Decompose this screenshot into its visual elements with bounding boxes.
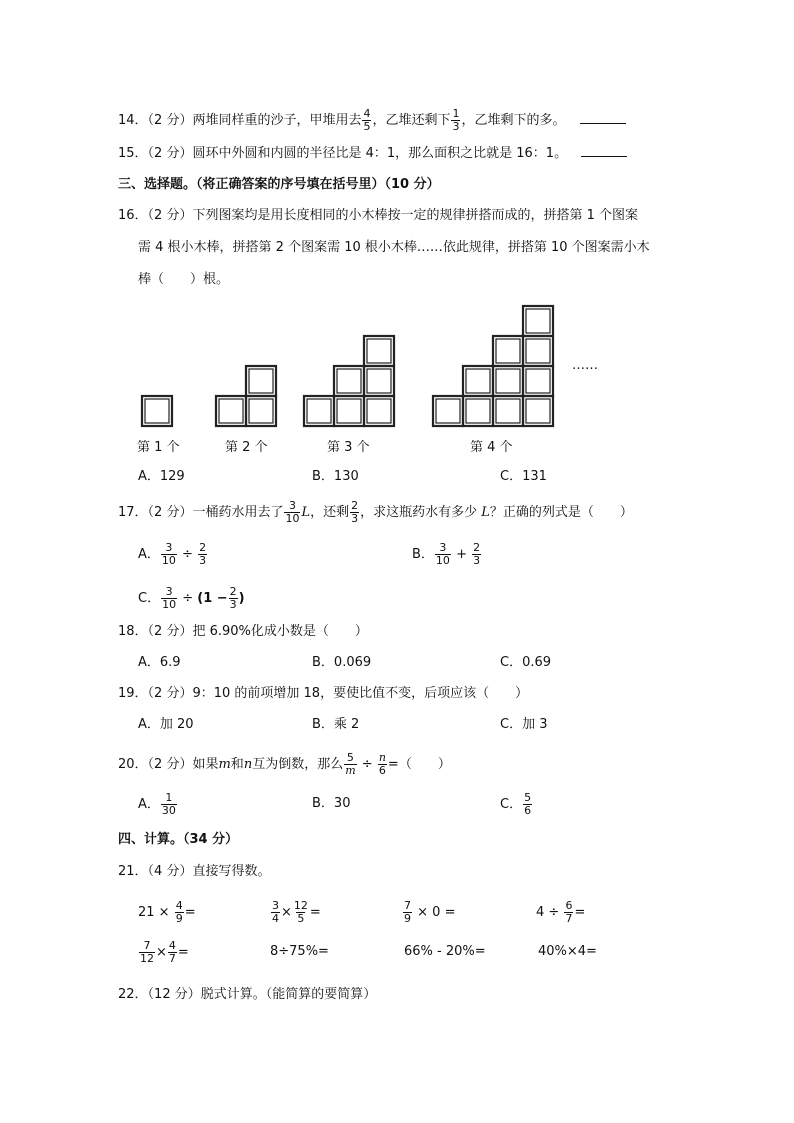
expression-1: 21 × $\frac{4}{9}$ = [138, 899, 196, 925]
option-a[interactable]: A． $\frac{3}{10}$ ÷ $\frac{2}{3}$ [138, 541, 207, 567]
option-c[interactable]: C．131 [500, 469, 547, 484]
option-c[interactable]: C．加 3 [500, 717, 548, 732]
option-b[interactable]: B．130 [312, 469, 359, 484]
option-a[interactable]: A．129 [138, 469, 185, 484]
expression-3: $\frac{7}{9}$ × 0 = [404, 899, 456, 925]
option-b[interactable]: B．30 [312, 796, 351, 811]
question-16-line2: 需 4 根小木棒，拼搭第 2 个图案需 10 根小木棒……依此规律，拼搭第 10 个图案需小木 [138, 240, 650, 255]
stick-square [142, 396, 172, 426]
expression-5: $\frac{7}{12}$ × $\frac{4}{7}$ = [140, 939, 189, 965]
figure-label-3: 第 3 个 [327, 440, 370, 455]
question-16-line3: 棒（ ）根。 [138, 272, 230, 287]
option-a[interactable]: A． $\frac{1}{30}$ [138, 791, 176, 817]
expression-6: 8÷75%= [270, 944, 329, 959]
answer-blank[interactable] [581, 144, 627, 157]
option-c[interactable]: C． $\frac{3}{10}$ ÷ (1 − $\frac{2}{3}$ ) [138, 585, 245, 611]
stick-pattern-figure [130, 295, 770, 435]
question-20: 20．（2 分）如果m和n互为倒数，那么 $\frac{5}{m}$ ÷ $\frac{n}{6}$ =（ ） [118, 751, 451, 777]
question-21: 21．（4 分）直接写得数。 [118, 864, 271, 879]
figure-label-2: 第 2 个 [225, 440, 268, 455]
question-17: 17．（2 分）一桶药水用去了 $\frac{3}{10}$ L，还剩 $\frac{2}{3}$ ，求这瓶药水有多少 L？正确的列式是（ ） [118, 499, 633, 525]
option-b[interactable]: B．0.069 [312, 655, 372, 670]
expression-8: 40%×4= [538, 944, 597, 959]
figure-label-4: 第 4 个 [470, 440, 513, 455]
question-18: 18．（2 分）把 6.90%化成小数是（ ） [118, 624, 368, 639]
answer-blank[interactable] [580, 111, 626, 124]
figure-label-1: 第 1 个 [137, 440, 180, 455]
option-b[interactable]: B． $\frac{3}{10}$ + $\frac{2}{3}$ [412, 541, 481, 567]
expression-2: $\frac{3}{4}$ × $\frac{12}{5}$ = [272, 899, 321, 925]
option-a[interactable]: A．加 20 [138, 717, 194, 732]
option-c[interactable]: C． $\frac{5}{6}$ [500, 791, 532, 817]
question-15: 15．（2 分）圆环中外圆和内圆的半径比是 4：1，那么面积之比就是 16：1。 [118, 144, 627, 164]
section-3-heading: 三、选择题。（将正确答案的序号填在括号里）（10 分） [118, 177, 440, 192]
expression-7: 66% - 20%= [404, 944, 486, 959]
option-c[interactable]: C．0.69 [500, 655, 552, 670]
question-19: 19．（2 分）9：10 的前项增加 18，要使比值不变，后项应该（ ） [118, 686, 529, 701]
ellipsis: …… [572, 358, 598, 373]
question-16: 16．（2 分）下列图案均是用长度相同的小木棒按一定的规律拼搭而成的，拼搭第 1 个图案 [118, 208, 638, 223]
question-14: 14．（2 分）两堆同样重的沙子，甲堆用去 $\frac{4}{5}$ ，乙堆还剩下 $\frac{1}{3}$ ，乙堆剩下的多。 [118, 108, 626, 133]
question-22: 22．（12 分）脱式计算。（能简算的要简算） [118, 987, 377, 1002]
fraction: $\frac{1}{3}$ [452, 107, 460, 133]
fraction: $\frac{4}{5}$ [363, 107, 371, 133]
section-4-heading: 四、计算。（34 分） [118, 832, 239, 847]
expression-4: 4 ÷ $\frac{6}{7}$ = [536, 899, 586, 925]
option-a[interactable]: A．6.9 [138, 655, 181, 670]
option-b[interactable]: B．乘 2 [312, 717, 360, 732]
